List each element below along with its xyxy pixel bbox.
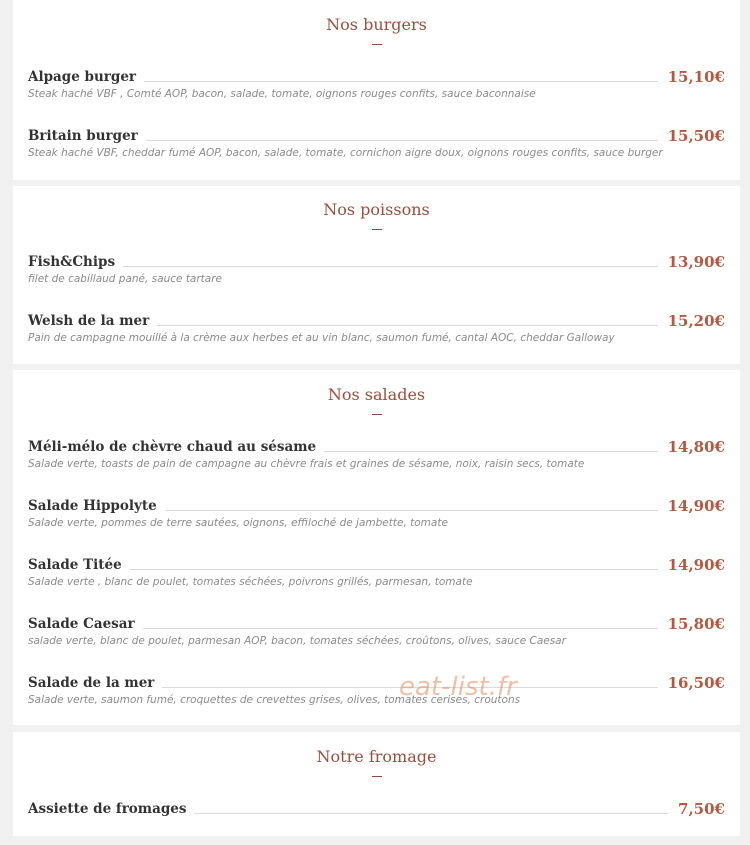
item-description: salade verte, blanc de poulet, parmesan AOP, bacon, tomates séchées, croûtons, olives, sauce Caesar — [28, 635, 566, 647]
section-divider — [372, 44, 382, 45]
section-divider — [372, 776, 382, 777]
item-name: Britain burger — [28, 128, 138, 144]
item-price: 14,90€ — [667, 497, 725, 515]
dotted-leader — [144, 81, 658, 82]
menu-item — [28, 496, 725, 536]
dotted-leader — [165, 510, 658, 511]
dotted-leader — [143, 628, 658, 629]
item-name: Fish&Chips — [28, 254, 116, 270]
menu-item — [28, 252, 725, 292]
dotted-leader — [324, 451, 657, 452]
item-price: 15,50€ — [667, 127, 725, 145]
menu-item — [28, 437, 725, 477]
dotted-leader — [130, 569, 658, 570]
item-description: filet de cabillaud pané, sauce tartare — [28, 273, 223, 285]
item-name: Salade Hippolyte — [28, 498, 157, 514]
section-title: Nos salades — [327, 385, 426, 404]
section-poissons — [13, 186, 740, 364]
item-description: Pain de campagne mouillé à la crème aux herbes et au vin blanc, saumon fumé, cantal AOC, cheddar Galloway — [28, 332, 615, 344]
item-description: Steak haché VBF, cheddar fumé AOP, bacon, salade, tomate, cornichon aigre doux, oignons rouges confits, sauce burger — [28, 147, 663, 159]
item-name: Salade de la mer — [28, 675, 155, 691]
menu-item — [28, 311, 725, 351]
section-title: Notre fromage — [316, 747, 437, 766]
item-description: Salade verte, saumon fumé, croquettes de crevettes grises, olives, tomates cerises, croutons — [28, 694, 521, 706]
item-name: Salade Titée — [28, 557, 122, 573]
menu-item — [28, 673, 725, 713]
menu-item — [28, 555, 725, 595]
item-price: 16,50€ — [667, 674, 725, 692]
item-name: Salade Caesar — [28, 616, 135, 632]
item-description: Steak haché VBF , Comté AOP, bacon, salade, tomate, oignons rouges confits, sauce baconnaise — [28, 88, 536, 100]
item-name: Welsh de la mer — [28, 313, 150, 329]
item-price: 13,90€ — [667, 253, 725, 271]
menu-item — [28, 614, 725, 654]
item-price: 15,80€ — [667, 615, 725, 633]
watermark: eat-list.fr — [399, 672, 517, 702]
item-description: Salade verte, pommes de terre sautées, oignons, effiloché de jambette, tomate — [28, 517, 448, 529]
section-salades — [13, 370, 740, 725]
dotted-leader — [162, 687, 657, 688]
dotted-leader — [194, 813, 668, 814]
dotted-leader — [146, 140, 658, 141]
section-fromage — [13, 732, 740, 836]
item-price: 15,10€ — [667, 68, 725, 86]
item-name: Assiette de fromages — [28, 801, 187, 817]
section-title: Nos poissons — [323, 200, 430, 219]
item-price: 7,50€ — [678, 800, 725, 818]
item-name: Alpage burger — [28, 69, 137, 85]
menu-item — [28, 126, 725, 166]
menu-item — [28, 799, 725, 821]
section-divider — [372, 229, 382, 230]
item-price: 15,20€ — [667, 312, 725, 330]
section-title: Nos burgers — [326, 15, 427, 34]
item-description: Salade verte, toasts de pain de campagne au chèvre frais et graines de sésame, noix, raisin secs, tomate — [28, 458, 585, 470]
dotted-leader — [123, 266, 658, 267]
item-price: 14,80€ — [667, 438, 725, 456]
section-divider — [372, 414, 382, 415]
item-description: Salade verte , blanc de poulet, tomates séchées, poivrons grillés, parmesan, tomate — [28, 576, 473, 588]
section-burgers — [13, 0, 740, 180]
dotted-leader — [157, 325, 657, 326]
item-name: Méli-mélo de chèvre chaud au sésame — [28, 439, 317, 455]
item-price: 14,90€ — [667, 556, 725, 574]
menu-item — [28, 67, 725, 107]
